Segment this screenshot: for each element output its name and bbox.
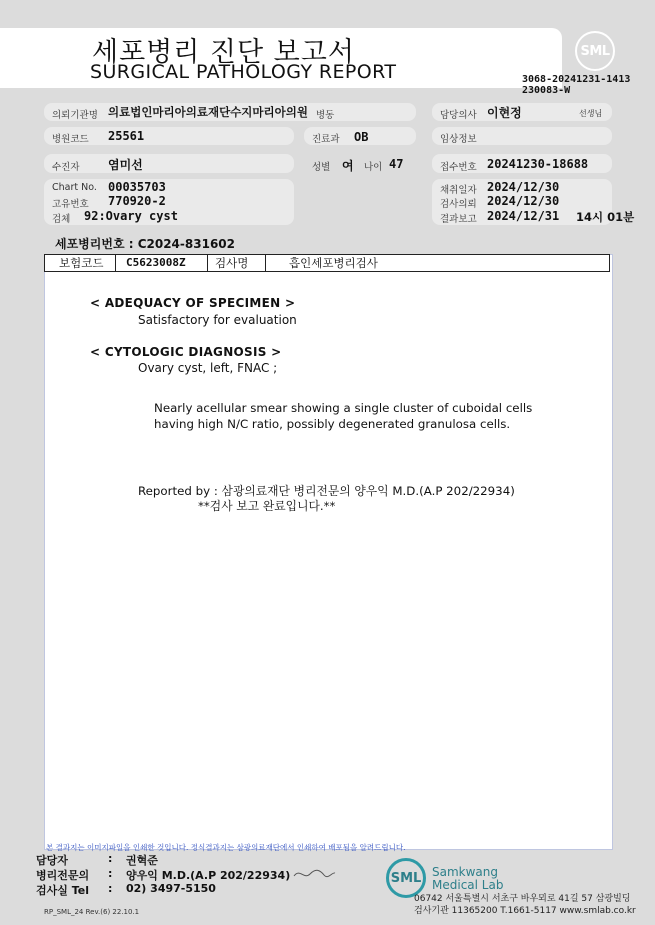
dept-value: OB — [354, 130, 369, 144]
ward-label: 병동 — [316, 110, 335, 121]
collect-date-value: 2024/12/30 — [487, 180, 560, 194]
pathology-number: 세포병리번호 : C2024-831602 — [55, 237, 235, 251]
age-label: 나이 — [364, 162, 383, 173]
hospital-code-value: 25561 — [108, 129, 145, 143]
reference-line-2: 230083-W — [522, 85, 571, 96]
patient-label: 수진자 — [52, 162, 80, 173]
result-date-label: 결과보고 — [440, 214, 477, 225]
code-bar — [44, 254, 610, 272]
reference-number — [522, 74, 630, 96]
tel-colon: : — [108, 882, 113, 895]
insurance-code-label: 보험코드 — [59, 256, 104, 270]
patient-value: 염미선 — [108, 158, 143, 172]
doctor-label: 담당의사 — [440, 110, 477, 121]
sex-label: 성별 — [312, 162, 331, 173]
doctor-suffix: 선생님 — [579, 109, 603, 118]
unique-id-label: 고유번호 — [52, 199, 89, 210]
lab-address-line-2: 검사기관 11365200 T.1661-5117 www.smlab.co.kr — [414, 906, 636, 916]
code-bar-divider — [115, 255, 116, 271]
result-date-value: 2024/12/31 — [487, 209, 560, 223]
test-name-value: 흡인세포병리검사 — [289, 256, 378, 270]
lab-name-line-2: Medical Lab — [432, 878, 504, 892]
specimen-label: 검체 — [52, 214, 71, 225]
receipt-value: 20241230-18688 — [487, 157, 589, 171]
title-english: SURGICAL PATHOLOGY REPORT — [90, 61, 397, 83]
tel-value: 02) 3497-5150 — [126, 882, 216, 895]
receipt-label: 접수번호 — [440, 162, 477, 173]
chart-no-label: Chart No. — [52, 182, 97, 193]
lab-name-line-1: Samkwang — [432, 865, 498, 879]
pathologist-colon: : — [108, 867, 113, 880]
institution-label: 의뢰기관명 — [52, 110, 98, 121]
chart-no-value: 00035703 — [108, 180, 166, 194]
request-date-value: 2024/12/30 — [487, 194, 560, 208]
collect-date-label: 채취일자 — [440, 185, 477, 196]
pathologist-label: 병리전문의 — [36, 869, 90, 882]
reference-line-1: 3068-20241231-1413 — [522, 74, 631, 85]
description-line-1: Nearly acellular smear showing a single cluster of cuboidal cells — [154, 401, 533, 415]
lab-address-line-1: 06742 서울특별시 서초구 바우뫼로 41길 57 삼광빌딩 — [414, 894, 631, 904]
code-bar-divider — [207, 255, 208, 271]
diagnosis-title: < CYTOLOGIC DIAGNOSIS > — [90, 345, 282, 359]
report-body — [44, 254, 613, 850]
doctor-value: 이현정 — [487, 106, 522, 120]
test-name-label: 검사명 — [215, 256, 249, 270]
manager-value: 권혁준 — [126, 854, 158, 867]
samkwang-logo-icon: SML — [386, 858, 426, 898]
insurance-code-value: C5623008Z — [126, 256, 186, 269]
result-time-value: 14시 01분 — [576, 210, 635, 224]
code-bar-divider — [265, 255, 266, 271]
lab-address — [414, 893, 636, 917]
specimen-value: 92:Ovary cyst — [84, 209, 178, 223]
manager-label: 담당자 — [36, 854, 68, 867]
age-value: 47 — [389, 157, 404, 171]
adequacy-text: Satisfactory for evaluation — [138, 313, 297, 327]
manager-colon: : — [108, 852, 113, 865]
signature-icon — [292, 866, 336, 882]
patient-field — [44, 154, 294, 173]
diagnosis-text: Ovary cyst, left, FNAC ; — [138, 361, 278, 375]
sml-logo-icon: SML — [575, 31, 615, 71]
form-number: RP_SML_24 Rev.(6) 22.10.1 — [44, 908, 140, 916]
tel-label: 검사실 Tel — [36, 884, 89, 897]
description-line-2: having high N/C ratio, possibly degenerated granulosa cells. — [154, 417, 511, 431]
lab-name — [432, 866, 503, 892]
institution-value: 의료법인마리아의료재단수지마리아의원 — [108, 105, 308, 119]
dept-label: 진료과 — [312, 134, 340, 145]
pathologist-value: 양우익 M.D.(A.P 202/22934) — [126, 869, 291, 882]
hospital-code-label: 병원코드 — [52, 134, 89, 145]
title-korean: 세포병리 진단 보고서 — [92, 37, 355, 68]
sex-value: 여 — [342, 159, 354, 173]
reported-by: Reported by : 삼광의료재단 병리전문의 양우익 M.D.(A.P 202/22934) — [138, 484, 515, 498]
clinical-info-label: 임상정보 — [440, 134, 477, 145]
report-complete: **검사 보고 완료입니다.** — [198, 499, 336, 513]
adequacy-title: < ADEQUACY OF SPECIMEN > — [90, 296, 296, 310]
request-date-label: 검사의뢰 — [440, 199, 477, 210]
print-notice: 본 결과지는 이미지파일을 인쇄한 것입니다. 정식결과지는 삼광의료재단에서 인쇄하여 배포됨을 알려드립니다. — [46, 843, 406, 852]
unique-id-value: 770920-2 — [108, 194, 166, 208]
